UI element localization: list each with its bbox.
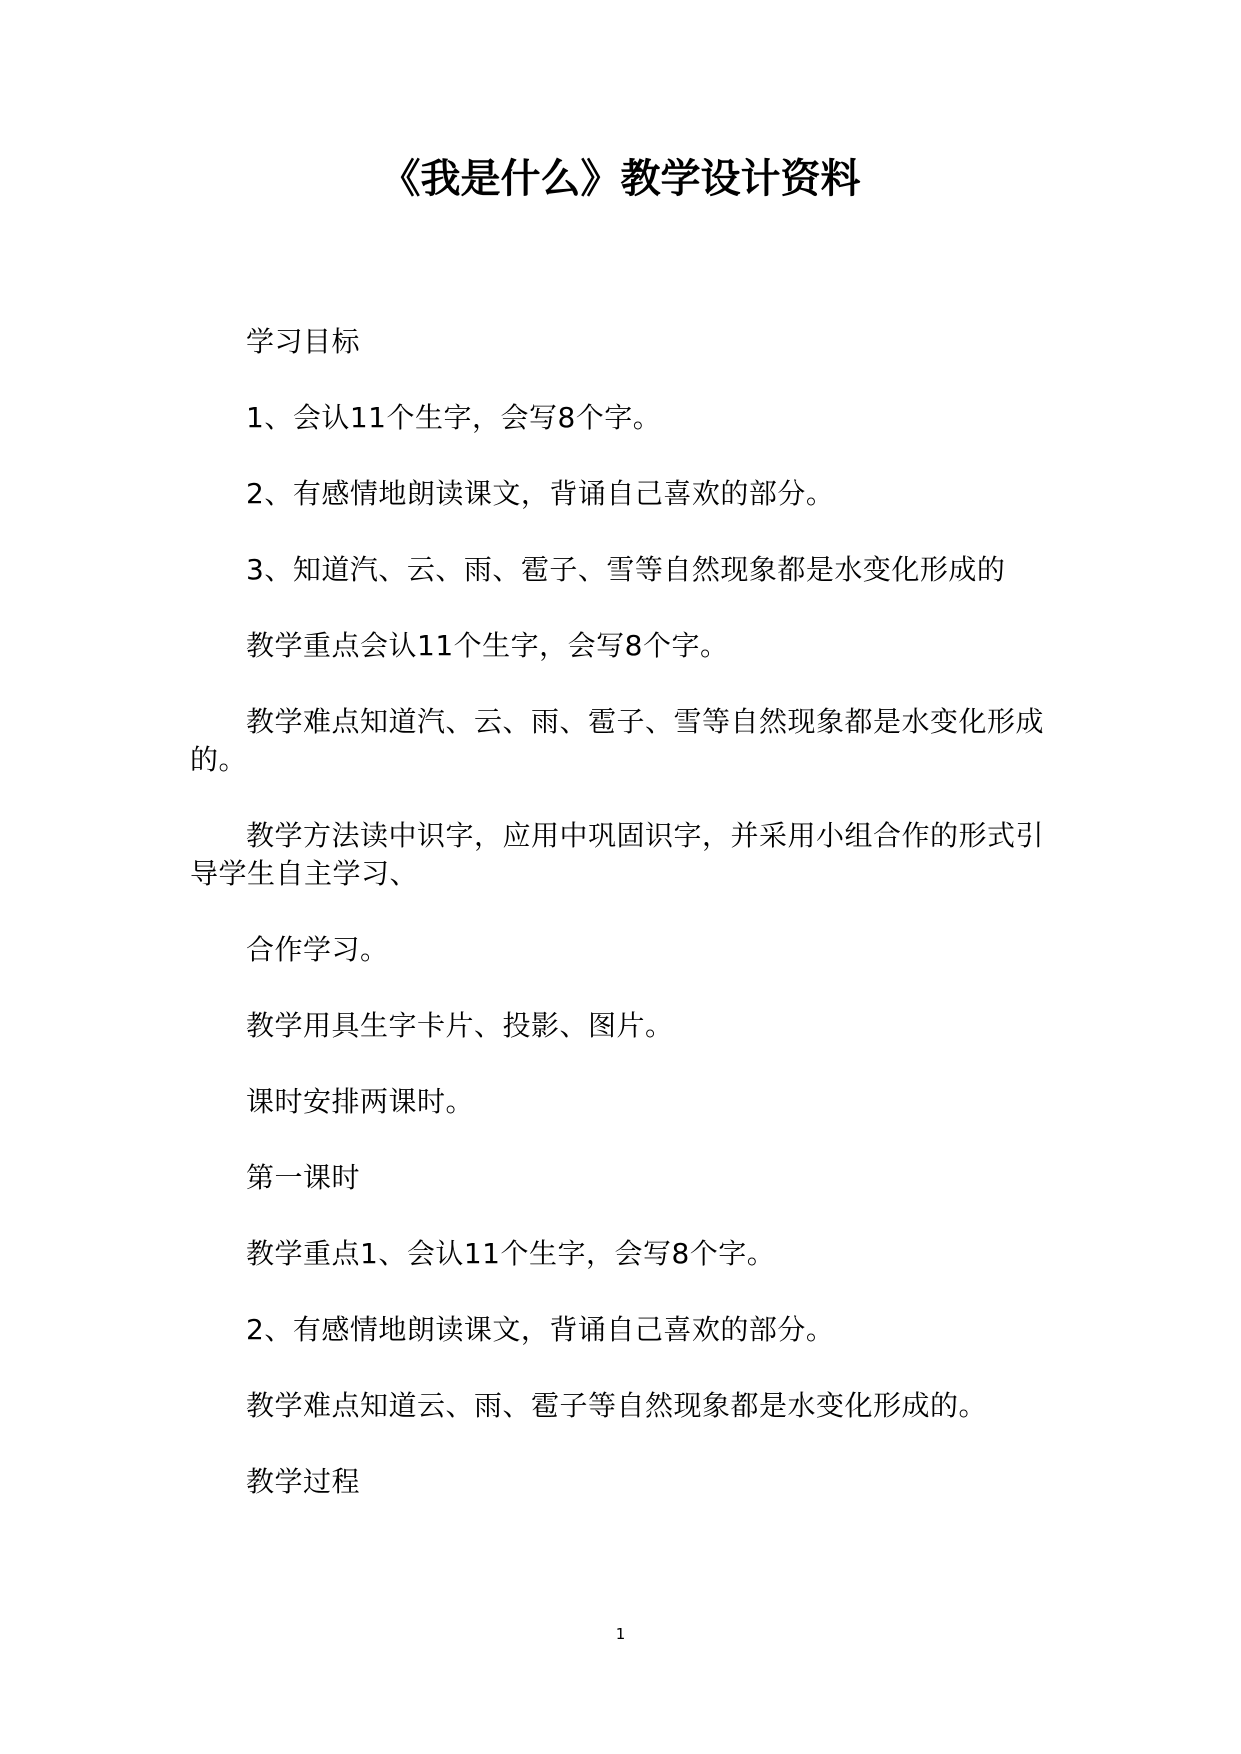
teaching-focus: 教学重点会认11个生字，会写8个字。: [246, 629, 729, 662]
document-title: 《我是什么》教学设计资料: [380, 155, 861, 202]
class-schedule: 课时安排两课时。: [246, 1085, 475, 1118]
teaching-difficulty: 教学难点知道汽、云、雨、雹子、雪等自然现象都是水变化形成的。: [190, 705, 1045, 776]
heading-teaching-process: 教学过程: [246, 1465, 361, 1498]
objective-3: 3、知道汽、云、雨、雹子、雪等自然现象都是水变化形成的: [246, 553, 1006, 586]
lesson-difficulty: 教学难点知道云、雨、雹子等自然现象都是水变化形成的。: [246, 1389, 988, 1422]
teaching-tools: 教学用具生字卡片、投影、图片。: [246, 1009, 674, 1042]
lesson-focus-1: 教学重点1、会认11个生字，会写8个字。: [246, 1237, 776, 1270]
objective-1: 1、会认11个生字，会写8个字。: [246, 401, 662, 434]
heading-learning-objectives: 学习目标: [246, 325, 361, 358]
teaching-method-continued: 合作学习。: [246, 933, 389, 966]
objective-2: 2、有感情地朗读课文，背诵自己喜欢的部分。: [246, 477, 835, 510]
heading-first-lesson: 第一课时: [246, 1161, 361, 1194]
page-number: 1: [615, 1625, 626, 1643]
document-body: [190, 323, 1052, 1501]
lesson-focus-2: 2、有感情地朗读课文，背诵自己喜欢的部分。: [246, 1313, 835, 1346]
teaching-method: 教学方法读中识字，应用中巩固识字，并采用小组合作的形式引导学生自主学习、: [190, 819, 1045, 890]
